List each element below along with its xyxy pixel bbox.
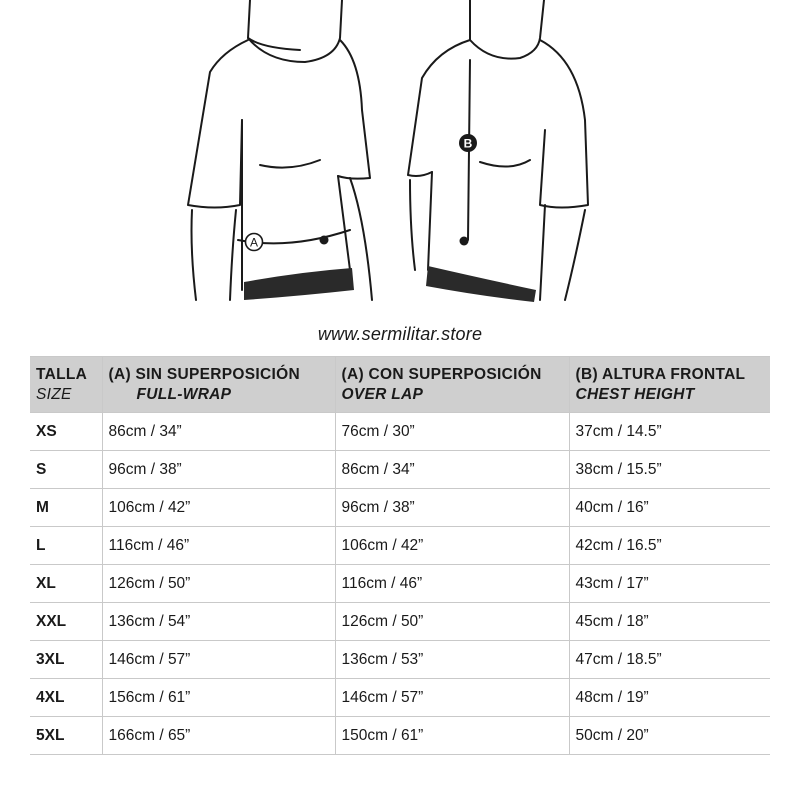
full-wrap-cell: 126cm / 50” <box>102 565 335 603</box>
table-row <box>30 603 770 641</box>
table-row <box>30 413 770 451</box>
table-row <box>30 565 770 603</box>
size-cell: 3XL <box>30 641 102 679</box>
header-over-lap-sub: OVER LAP <box>341 385 424 403</box>
svg-text:A: A <box>249 235 259 250</box>
header-chest-height-sub: CHEST HEIGHT <box>575 385 695 403</box>
over-lap-cell: 76cm / 30” <box>335 413 569 451</box>
chest-height-cell: 50cm / 20” <box>569 717 770 755</box>
table-row <box>30 679 770 717</box>
over-lap-cell: 96cm / 38” <box>335 489 569 527</box>
table-row <box>30 451 770 489</box>
full-wrap-cell: 156cm / 61” <box>102 679 335 717</box>
chest-end-dot <box>460 237 469 246</box>
right-waistband <box>426 266 536 302</box>
measurement-illustration <box>0 0 800 318</box>
header-size-sub: SIZE <box>36 385 72 403</box>
left-waistband <box>244 268 354 300</box>
size-cell: 5XL <box>30 717 102 755</box>
over-lap-cell: 126cm / 50” <box>335 603 569 641</box>
full-wrap-cell: 106cm / 42” <box>102 489 335 527</box>
full-wrap-cell: 136cm / 54” <box>102 603 335 641</box>
header-chest-height-main: (B) ALTURA FRONTAL <box>575 365 746 383</box>
marker-b-icon <box>459 134 477 152</box>
table-row <box>30 641 770 679</box>
size-table <box>30 356 770 755</box>
header-over-lap-main: (A) CON SUPERPOSICIÓN <box>341 365 542 383</box>
header-full-wrap-sub: FULL-WRAP <box>136 385 232 403</box>
over-lap-cell: 146cm / 57” <box>335 679 569 717</box>
chest-height-cell: 45cm / 18” <box>569 603 770 641</box>
chest-height-cell: 40cm / 16” <box>569 489 770 527</box>
size-cell: 4XL <box>30 679 102 717</box>
full-wrap-cell: 116cm / 46” <box>102 527 335 565</box>
size-cell: S <box>30 451 102 489</box>
full-wrap-cell: 86cm / 34” <box>102 413 335 451</box>
header-full-wrap <box>102 357 335 413</box>
chest-height-cell: 38cm / 15.5” <box>569 451 770 489</box>
size-cell: XS <box>30 413 102 451</box>
header-full-wrap-main: (A) SIN SUPERPOSICIÓN <box>108 365 300 383</box>
over-lap-cell: 116cm / 46” <box>335 565 569 603</box>
chest-height-cell: 37cm / 14.5” <box>569 413 770 451</box>
table-row <box>30 489 770 527</box>
marker-a-icon <box>246 234 263 251</box>
full-wrap-cell: 166cm / 65” <box>102 717 335 755</box>
size-cell: XL <box>30 565 102 603</box>
size-cell: M <box>30 489 102 527</box>
header-size <box>30 357 102 413</box>
table-row <box>30 527 770 565</box>
waist-dot <box>320 236 329 245</box>
full-wrap-cell: 96cm / 38” <box>102 451 335 489</box>
table-header-row <box>30 357 770 413</box>
left-figure <box>188 0 372 300</box>
over-lap-cell: 150cm / 61” <box>335 717 569 755</box>
full-wrap-cell: 146cm / 57” <box>102 641 335 679</box>
table-row <box>30 717 770 755</box>
chest-height-cell: 42cm / 16.5” <box>569 527 770 565</box>
over-lap-cell: 136cm / 53” <box>335 641 569 679</box>
over-lap-cell: 106cm / 42” <box>335 527 569 565</box>
chest-height-cell: 47cm / 18.5” <box>569 641 770 679</box>
header-size-main: TALLA <box>36 365 88 383</box>
size-cell: L <box>30 527 102 565</box>
over-lap-cell: 86cm / 34” <box>335 451 569 489</box>
chest-height-cell: 43cm / 17” <box>569 565 770 603</box>
chest-height-cell: 48cm / 19” <box>569 679 770 717</box>
size-cell: XXL <box>30 603 102 641</box>
right-figure <box>408 0 588 300</box>
header-over-lap <box>335 357 569 413</box>
svg-text:B: B <box>463 136 473 151</box>
site-url: www.sermilitar.store <box>317 324 483 344</box>
header-chest-height <box>569 357 770 413</box>
